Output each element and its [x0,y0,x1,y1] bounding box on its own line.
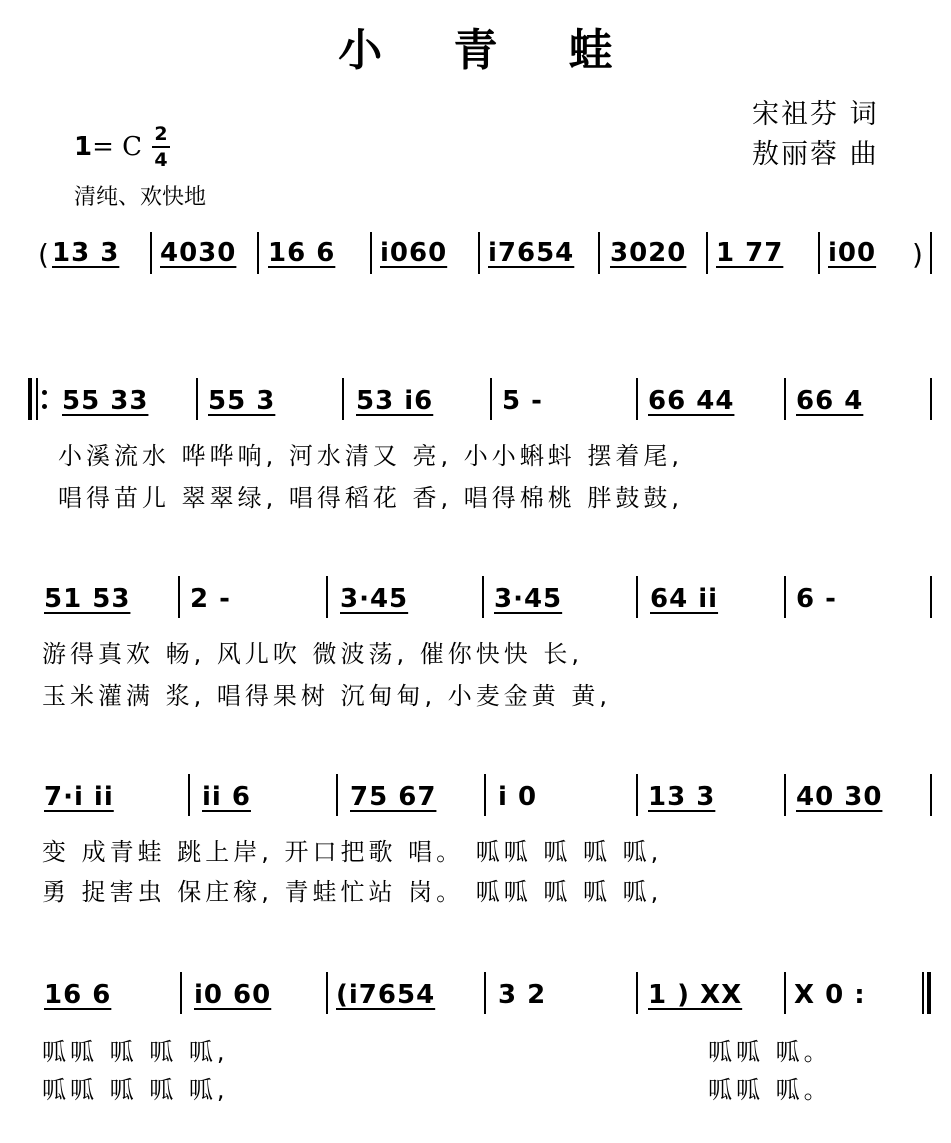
barline [784,774,786,816]
line3-measure: i 0 [498,782,538,812]
barline [636,972,638,1014]
line1-measure: 66 4 [796,386,864,416]
barline [818,232,820,274]
line3-measure: 7·i ii [44,782,114,812]
line4-measure: 3 2 [498,980,547,1010]
time-signature-top: 2 [154,123,168,145]
song-title: 小 青 蛙 [338,25,641,76]
line2-measure: 2 - [190,584,231,614]
line2-measure: 64 ii [650,584,719,614]
line1-lyrics-verse2: 唱得苗儿 翠翠绿, 唱得稻花 香, 唱得棉桃 胖鼓鼓, [58,484,684,512]
line2-measure: 6 - [796,584,837,614]
intro-open-paren: ( [38,238,50,271]
barline [930,378,932,420]
intro-close-paren: ) [912,238,924,271]
barline [930,232,932,274]
line4-lyrics-verse2-a: 呱呱 呱 呱 呱, [42,1076,229,1104]
line3-notes [0,782,951,822]
intro-measure: i7654 [488,238,575,268]
barline [784,378,786,420]
intro-line [0,238,951,278]
line4-lyrics-verse1-b: 呱呱 呱。 [708,1038,832,1066]
key-signature [74,132,142,162]
line1-notes [0,386,951,426]
intro-measure: 4030 [160,238,237,268]
lyricist-credit: 宋祖芬 词 [752,99,879,130]
key-degree: 1 [74,132,93,162]
barline [484,774,486,816]
line4-measure: X 0 : [794,980,866,1010]
line3-lyrics-verse2: 勇 捉害虫 保庄稼, 青蛙忙站 岗。 呱呱 呱 呱 呱, [42,878,663,906]
line3-measure: 75 67 [350,782,437,812]
intro-measure: 1 77 [716,238,784,268]
intro-measure: 13 3 [52,238,120,268]
line1-measure: 55 3 [208,386,276,416]
barline [342,378,344,420]
line4-notes [0,980,951,1020]
intro-measure: 16 6 [268,238,336,268]
line4-measure: (i7654 [336,980,436,1010]
line4-measure: 1 ) XX [648,980,743,1010]
intro-measure: i060 [380,238,448,268]
barline [257,232,259,274]
barline [636,378,638,420]
line3-measure: ii 6 [202,782,251,812]
line4-lyrics-verse1-a: 呱呱 呱 呱 呱, [42,1038,229,1066]
line1-measure: 55 33 [62,386,149,416]
barline [196,378,198,420]
barline [784,972,786,1014]
barline [930,774,932,816]
line4-measure: i0 60 [194,980,272,1010]
line1-measure: 53 i6 [356,386,434,416]
line1-lyrics-verse1: 小溪流水 哗哗响, 河水清又 亮, 小小蝌蚪 摆着尾, [58,442,684,470]
barline [180,972,182,1014]
line3-measure: 13 3 [648,782,716,812]
tempo-marking: 清纯、欢快地 [74,185,207,210]
composer-credit: 敖丽蓉 曲 [752,139,879,170]
line2-measure: 3·45 [340,584,409,614]
barline [478,232,480,274]
time-signature-bottom: 4 [152,146,170,172]
barline [636,774,638,816]
intro-measure: i00 [828,238,877,268]
barline [598,232,600,274]
barline [336,774,338,816]
barline [784,576,786,618]
key-equals: = C [92,132,143,162]
time-signature [152,122,170,172]
barline [482,576,484,618]
barline [326,576,328,618]
line2-lyrics-verse1: 游得真欢 畅, 风儿吹 微波荡, 催你快快 长, [42,640,584,668]
line1-measure: 5 - [502,386,543,416]
barline [188,774,190,816]
line2-measure: 51 53 [44,584,131,614]
line1-measure: 66 44 [648,386,735,416]
intro-measure: 3020 [610,238,687,268]
line3-measure: 40 30 [796,782,883,812]
barline [150,232,152,274]
barline [178,576,180,618]
barline [636,576,638,618]
barline [326,972,328,1014]
barline [484,972,486,1014]
line2-measure: 3·45 [494,584,563,614]
line2-lyrics-verse2: 玉米灌满 浆, 唱得果树 沉甸甸, 小麦金黄 黄, [42,682,612,710]
line2-notes [0,584,951,624]
barline [706,232,708,274]
line4-lyrics-verse2-b: 呱呱 呱。 [708,1076,832,1104]
barline [370,232,372,274]
barline [930,576,932,618]
barline [490,378,492,420]
line4-measure: 16 6 [44,980,112,1010]
line3-lyrics-verse1: 变 成青蛙 跳上岸, 开口把歌 唱。 呱呱 呱 呱 呱, [42,838,663,866]
